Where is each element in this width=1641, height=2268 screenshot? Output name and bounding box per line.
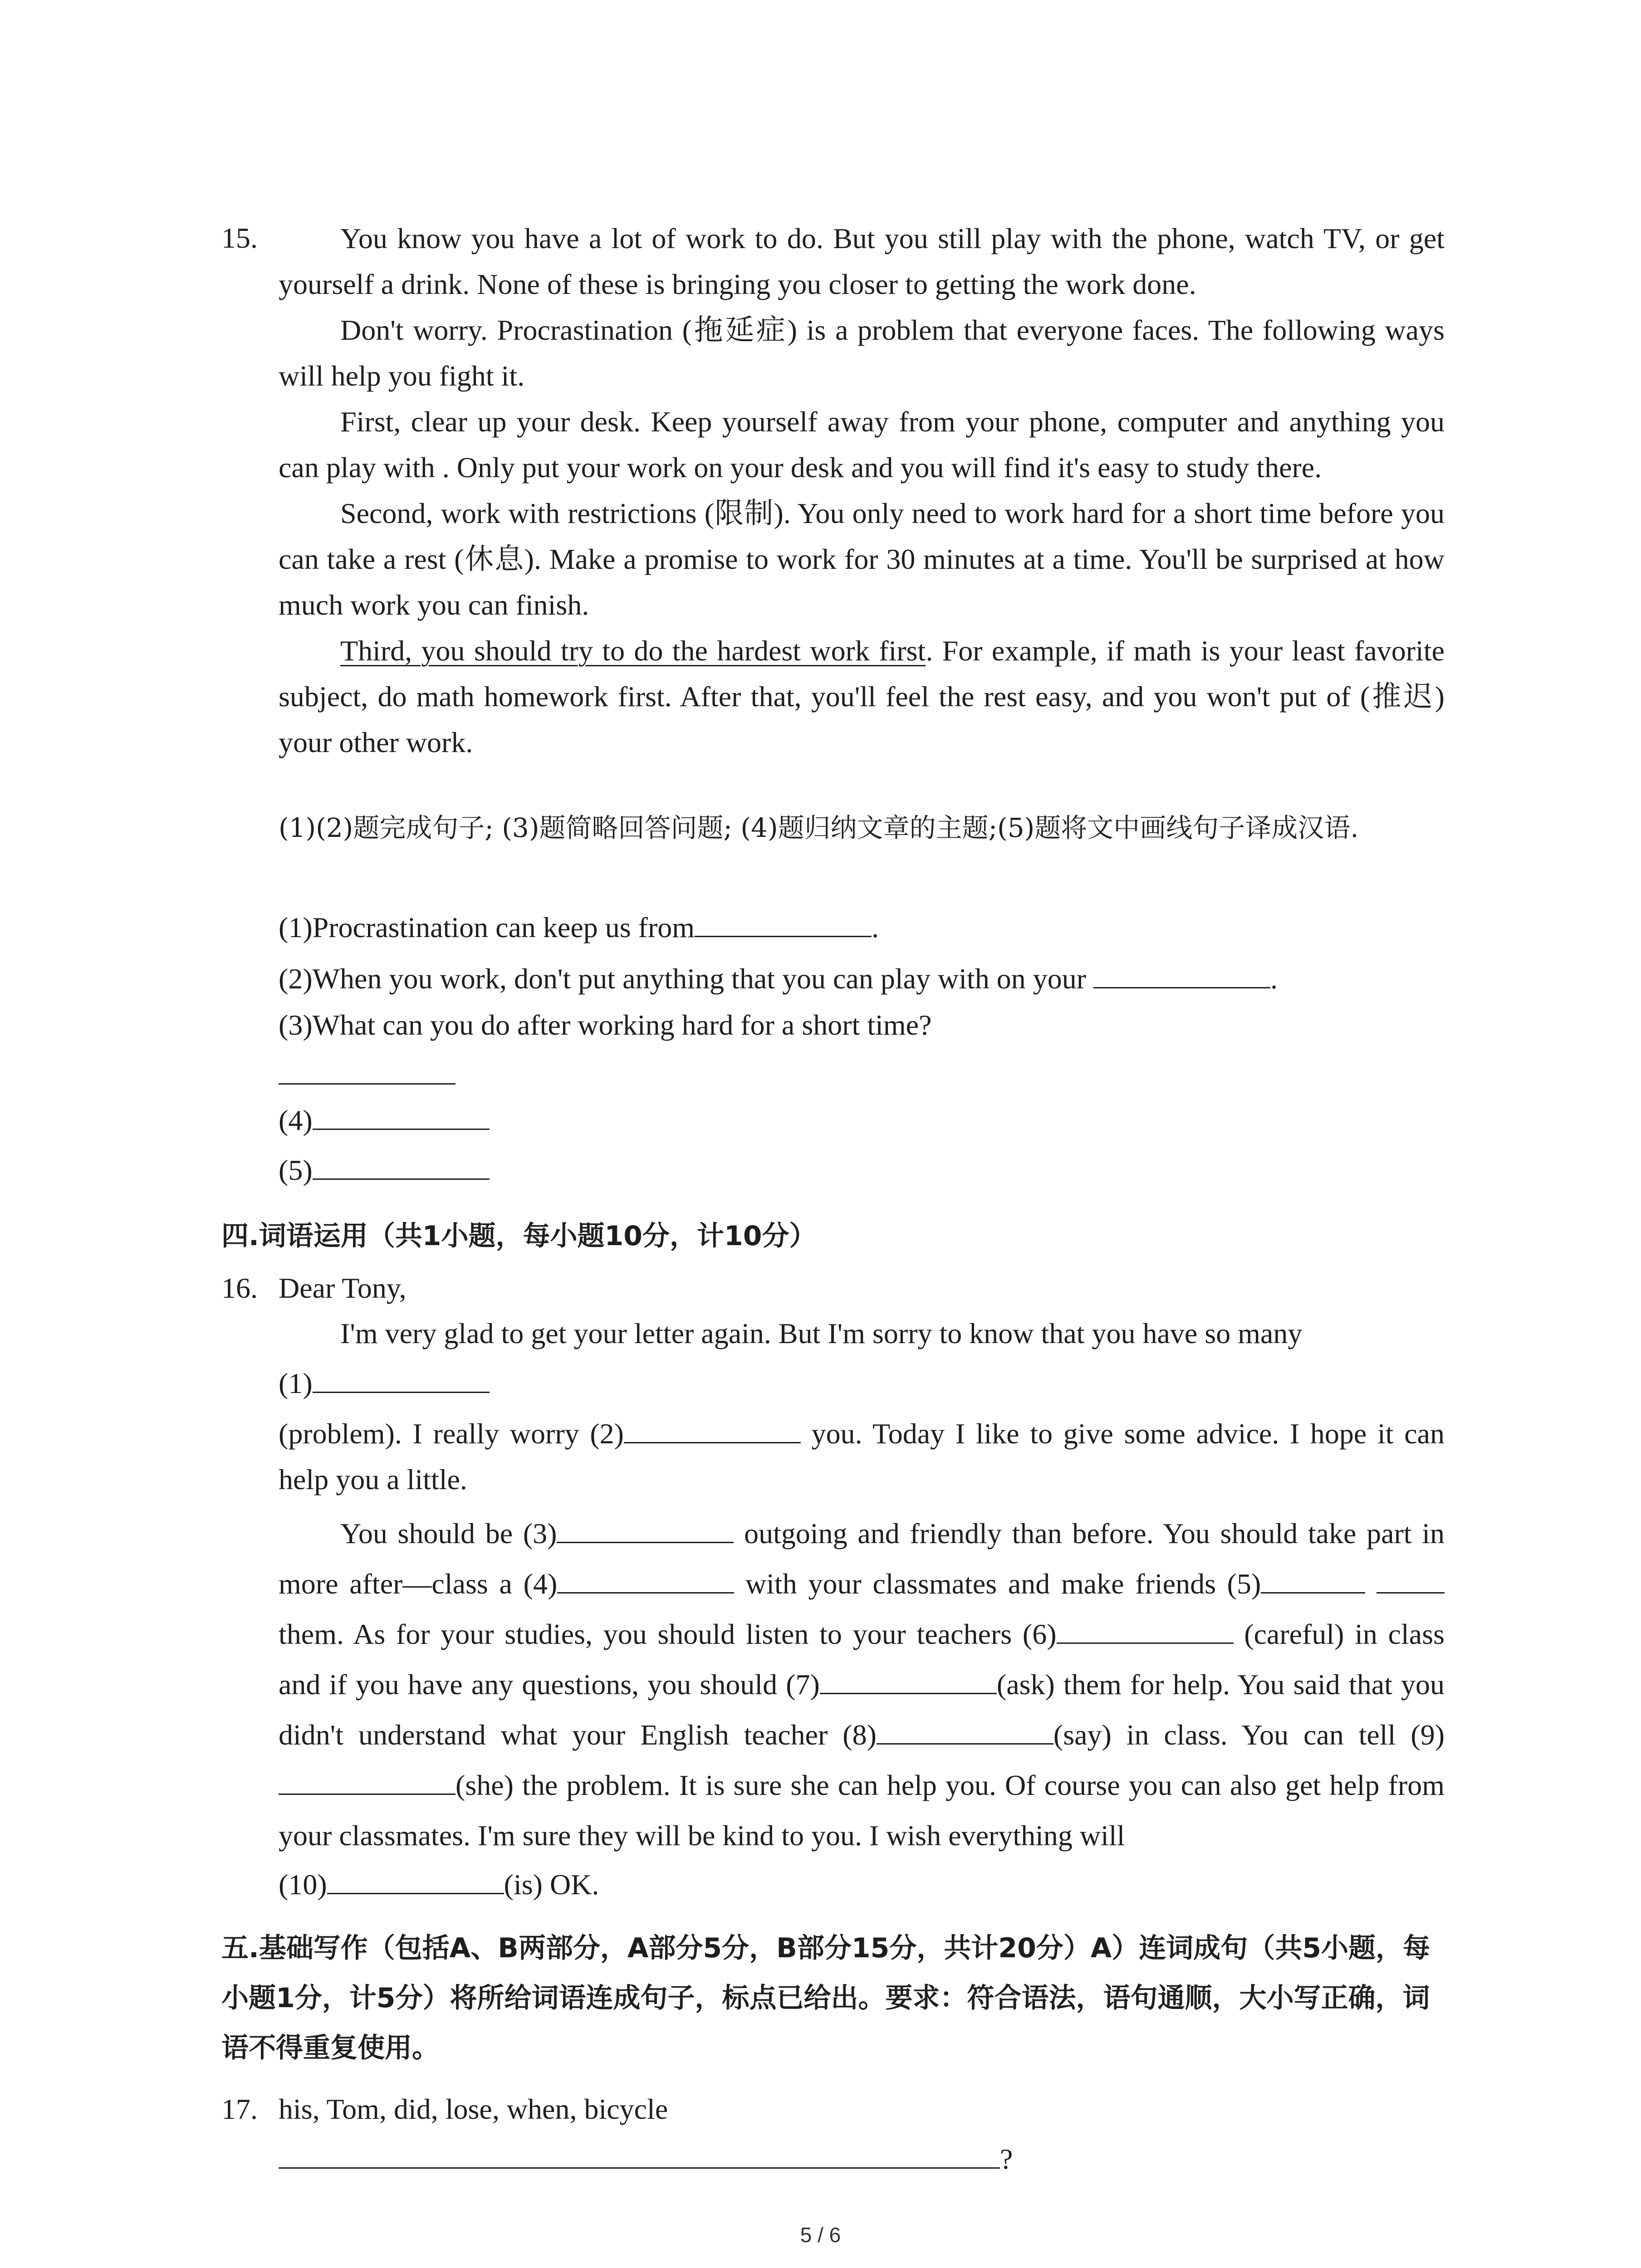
section-heading-4: 四.词语运用（共1小题，每小题10分，计10分） bbox=[221, 1220, 817, 1252]
blank-label: (1) bbox=[279, 1367, 313, 1399]
passage-paragraph-4: Second, work with restrictions (限制). You only need to work hard for a short time before you can take a rest (休息). Make a promise to work for 30 minutes at a time. You'll be surprised at how much work you can finish. bbox=[279, 497, 1445, 621]
item-text: (1)Procrastination can keep us from bbox=[279, 911, 695, 943]
text: (careful) in class and if you have any questions, you should (7) bbox=[279, 1618, 1445, 1701]
text: (problem). I really worry (2) bbox=[279, 1418, 624, 1450]
question-item-1 bbox=[279, 905, 879, 950]
underlined-sentence: Third, you should try to do the hardest work first bbox=[340, 635, 926, 667]
item-text: (4) bbox=[279, 1104, 313, 1136]
letter-paragraph-2 bbox=[279, 1508, 1445, 1861]
answer-blank-5[interactable] bbox=[313, 1152, 490, 1180]
item-punctuation: ? bbox=[1000, 2143, 1013, 2175]
word-list: his, Tom, did, lose, when, bicycle bbox=[279, 2093, 668, 2125]
letter-blank-1 bbox=[279, 1361, 490, 1406]
text: outgoing and friendly than before. You should take part in more after—class a (4) bbox=[279, 1517, 1445, 1600]
passage-paragraph-1 bbox=[279, 215, 1445, 307]
question-number-16: 16. bbox=[221, 1272, 258, 1304]
answer-blank-16-4[interactable] bbox=[557, 1566, 734, 1593]
question-item-3: (3)What can you do after working hard for a short time? bbox=[279, 1009, 932, 1041]
question-item-2 bbox=[279, 956, 1278, 1002]
passage-paragraph-5 bbox=[279, 628, 1445, 765]
passage-paragraph-2: Don't worry. Procrastination (拖延症) is a problem that everyone faces. The following ways will help you fight it. bbox=[279, 314, 1445, 392]
page-number: 5 / 6 bbox=[800, 2223, 841, 2247]
answer-blank-16-2[interactable] bbox=[624, 1416, 801, 1443]
item-punctuation: . bbox=[1270, 963, 1278, 995]
question-item-3-answer bbox=[279, 1052, 456, 1098]
answer-blank-4[interactable] bbox=[313, 1102, 490, 1130]
answer-blank-2[interactable] bbox=[1093, 961, 1270, 988]
answer-blank-1[interactable] bbox=[695, 909, 872, 937]
item-text: (2)When you work, don't put anything that you can play with on your bbox=[279, 963, 1094, 995]
question-number-15: 15. bbox=[221, 222, 258, 254]
answer-blank-17[interactable] bbox=[279, 2141, 1000, 2169]
item-punctuation: . bbox=[872, 911, 879, 943]
text: you. Today I like to give some advice. I hope it can help you a little. bbox=[279, 1418, 1445, 1496]
answer-blank-16-5a[interactable] bbox=[1261, 1566, 1365, 1593]
item-text: (5) bbox=[279, 1154, 313, 1186]
question-item-5 bbox=[279, 1148, 490, 1193]
question-instructions: (1)(2)题完成句子; (3)题简略回答问题; (4)题归纳文章的主题;(5)题将文中画线句子译成汉语. bbox=[279, 812, 1359, 843]
text: (10) bbox=[279, 1868, 327, 1901]
answer-blank-16-1[interactable] bbox=[313, 1365, 490, 1393]
answer-blank-16-6[interactable] bbox=[1057, 1616, 1234, 1644]
text: them. As for your studies, you should listen to your teachers (6) bbox=[279, 1618, 1057, 1650]
letter-greeting: Dear Tony, bbox=[279, 1272, 407, 1304]
passage-text: You know you have a lot of work to do. But you still play with the phone, watch TV, or get yourself a drink. None of these is bringing you closer to getting the work done. bbox=[279, 222, 1445, 300]
text: (is) OK. bbox=[504, 1868, 599, 1901]
text: (ask) them for help. You said that you didn't understand what your English teacher (8) bbox=[279, 1668, 1445, 1751]
answer-blank-16-8[interactable] bbox=[877, 1717, 1053, 1745]
passage-paragraph-3: First, clear up your desk. Keep yourself away from your phone, computer and anything you can play with . Only put your work on your desk and you will find it's easy to study there. bbox=[279, 406, 1445, 484]
answer-blank-16-10[interactable] bbox=[327, 1867, 504, 1894]
text: (say) in class. You can tell (9) bbox=[1053, 1719, 1445, 1751]
answer-blank-16-3[interactable] bbox=[557, 1515, 734, 1543]
text: (she) the problem. It is sure she can help you. Of course you can also get help from your classmates. I'm sure they will be kind to you. I wish everything will bbox=[279, 1769, 1445, 1852]
answer-blank-16-9[interactable] bbox=[279, 1767, 456, 1795]
sentence-answer-line bbox=[279, 2136, 1013, 2182]
letter-line-1: I'm very glad to get your letter again. But I'm sorry to know that you have so many bbox=[340, 1317, 1303, 1349]
answer-blank-16-7[interactable] bbox=[820, 1667, 997, 1694]
question-item-4 bbox=[279, 1098, 490, 1143]
question-number-17: 17. bbox=[221, 2093, 258, 2125]
letter-closing-line bbox=[279, 1862, 599, 1907]
letter-paragraph-1 bbox=[279, 1411, 1445, 1502]
section-heading-5: 五.基础写作（包括A、B两部分，A部分5分，B部分15分，共计20分）A）连词成句（共5小题，每小题1分，计5分）将所给词语连成句子，标点已给出。要求：符合语法，语句通顺，大小写正确，词语不得重复使用。 bbox=[221, 1932, 1430, 2064]
text: with your classmates and make friends (5) bbox=[734, 1568, 1261, 1600]
passage-text: . For example, if math is your least favorite subject, do math homework first. After that, you'll feel the rest easy, and you won't put of (推迟) your other work. bbox=[279, 635, 1445, 758]
answer-blank-3[interactable] bbox=[279, 1057, 456, 1085]
text: You should be (3) bbox=[340, 1517, 557, 1549]
answer-blank-16-5b[interactable] bbox=[1376, 1566, 1445, 1593]
